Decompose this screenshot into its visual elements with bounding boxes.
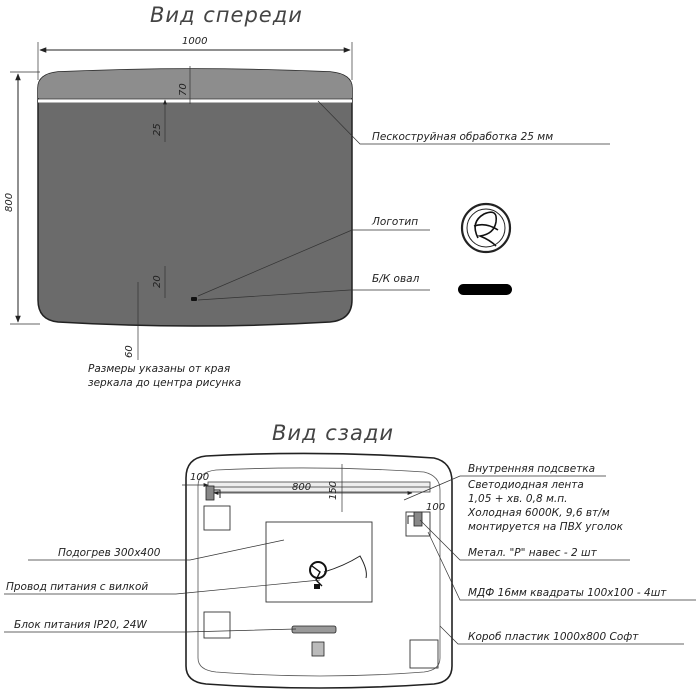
sensor-callout: Б/К овал: [372, 273, 420, 285]
sandblast-band: [38, 69, 352, 98]
led-line-4: монтируется на ПВХ уголок: [468, 521, 623, 533]
back-top-dimension: 150: [328, 480, 339, 500]
led-line-3: Холодная 6000К, 9,6 вт/м: [468, 507, 610, 519]
front-view-title: Вид спереди: [150, 3, 303, 27]
front-note-line1: Размеры указаны от края: [88, 363, 231, 375]
front-note-line2: зеркала до центра рисунка: [88, 377, 242, 389]
width-dimension-label: 1000: [182, 36, 208, 47]
inner-light-callout: Внутренняя подсветка: [468, 463, 596, 475]
sandblast-dimension: 25: [152, 123, 163, 136]
mdf-callout: МДФ 16мм квадраты 100х100 - 4шт: [468, 587, 667, 599]
heater-callout: Подогрев 300х400: [58, 547, 161, 559]
logo-callout: Логотип: [372, 216, 419, 228]
psu-callout: Блок питания IP20, 24W: [14, 619, 147, 631]
logo-offset-dimension: 20: [152, 275, 163, 288]
power-supply: [292, 626, 336, 633]
box-callout: Короб пластик 1000х800 Софт: [468, 631, 639, 643]
power-socket: [312, 642, 324, 656]
led-line-1: Светодиодная лента: [468, 479, 584, 491]
hanger-callout: Метал. "Р" навес - 2 шт: [468, 547, 597, 559]
back-right-dimension: 100: [426, 502, 446, 513]
logo-emblem: [462, 204, 510, 252]
sandblast-callout: Пескоструйная обработка 25 мм: [372, 131, 554, 143]
led-line-2: 1,05 + хв. 0,8 м.п.: [468, 493, 568, 505]
sensor-oval-sample: [458, 284, 512, 295]
bottom-offset-dimension: 60: [124, 345, 135, 358]
sensor-dot: [191, 297, 197, 301]
wire-callout: Провод питания с вилкой: [6, 581, 149, 593]
back-span-dimension: 800: [292, 482, 312, 493]
back-view-title: Вид сзади: [272, 421, 394, 445]
top-band-dimension: 70: [178, 83, 189, 96]
height-dimension-label: 800: [4, 192, 15, 212]
mirror-front: [38, 69, 352, 326]
back-left-dimension: 100: [190, 472, 210, 483]
